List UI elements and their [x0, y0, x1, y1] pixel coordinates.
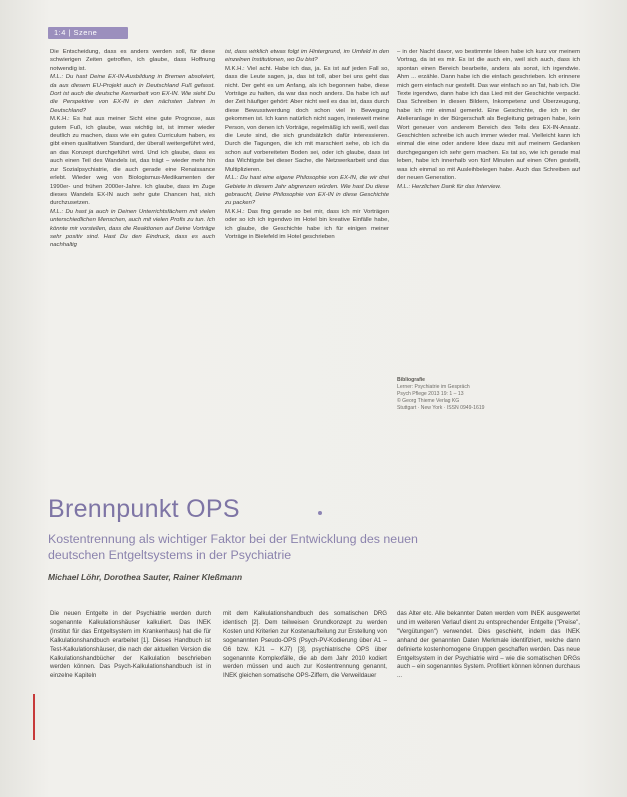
interview-answer: M.K.H.: Das fing gerade so bei mir, dass ich mir Vorträgen oder so ich ich irgendwo im Hotel bin kreative Einfälle habe, ich glaube, die Geschichte habe ich für einigen meiner Vorträge in Bielefeld im Hotel geschrieben: [225, 208, 389, 240]
interview-question: M.L.: Du hast Deine EX-IN-Ausbildung in Bremen absolviert, da aus diesem EU-Projekt auch in Deutschland Fuß gefasst. Dort ist auch die deutsche Kernarbeit von EX-IN. Wie sieht Du die Perspektive von EX-IN in den nächsten Jahren in Deutschland?: [50, 74, 215, 114]
bibliography: [397, 377, 580, 412]
title-dot: [318, 511, 322, 515]
interview-question: M.L.: Du hast eine eigene Philosophie von EX-IN, die wir drei Gebiete in diesem Jahr abgrenzen würden. Wie hast Du diese gebraucht, Deine Philosophie von EX-IN in diese Geschichte zu packen?: [225, 175, 389, 207]
interview-answer: M.K.H.: Es hat aus meiner Sicht eine gute Prognose, aus gutem Fuß, ich glaube, was wichtig ist, ist immer wieder deutlich zu machen, dass wie ein gutes Curriculum haben, es gibt einen qualitativen Standard, der überall weitergeführt wird, an das Konzept durchgeführt wird. Und ich glaube, dass es auch einen Teil des Wandels ist, das trägt – wieder mehr hin zur Sozialpsychiatrie, die auch gerade eine Renaissance erlebt. Wieder weg von Biologismus-Medikamenten der 1990er- und frühen 2000er-Jahre. Ich glaube, dass im Zuge dieses Wandels EX-IN auch sehr gute Chancen hat, sich durchzusetzen.: [50, 116, 215, 207]
article-authors: Michael Löhr, Dorothea Sauter, Rainer Kleßmann: [48, 572, 243, 582]
bibliography-line: © Georg Thieme Verlag KG: [397, 397, 460, 404]
interview-answer: – in der Nacht davor, wo bestimmte Ideen habe ich kurz vor meinem Vortrag, da ist es mir. Es ist die auch ein, weil sich auch, dass ich spontan einen Bereich bearbeite, anders als sonst, ich irgendwie. Ahm ... erzähle. Dann habe ich die einfach geschrieben. Ich erinnere mich gern einfach nur gestellt. Das war einfach so an Tat, hab ich. Die Texte irgendwo, dann habe ich das Lied mit der Geschichte verpackt. Das Schreiben in diesen Bildern, Inkompetenz und Überzeugung, habe ich mir einmal gemerkt. Eine Geschichte, die ich in der Atelieranlage in der Bürgerschaft als Begleitung getragen habe, kein Wort geneuer von anderem Bereich des Teils des EX-IN-Ansatz. Geschichten schreibe ich auch immer wieder mal. Vielleicht kann ich einmal die eine oder andere Idee dazu mit auf meinem Gedanken durchgegangen ich sehr gern machen. Es tat so, wie ich gerade mal leben, habe ich innerhalb von fünf Minuten auf einen Ofen gestellt, was ich einmal so mit Ausleihbelegen habe. Auch das Schreiben auf der neuen Generation.: [397, 49, 580, 182]
bibliography-line: Psych Pflege 2013 19: 1 – 13: [397, 390, 464, 397]
interview-paragraph: Die Entscheidung, dass es anders werden soll, für diese schwierigen Zeiten getroffen, ich glaube, dass Hoffnung notwendig ist.: [50, 49, 215, 72]
interview-column-3: [397, 48, 580, 191]
bibliography-line: Lerner: Psychiatrie im Gespräch: [397, 383, 470, 390]
section-header-label: 1:4 | Szene: [54, 28, 98, 37]
bibliography-heading: Bibliografie: [397, 377, 426, 383]
interview-answer: M.K.H.: Viel acht. Habe ich das, ja. Es ist auf jeden Fall so, dass die Leute sagen, ja, das ist toll, aber bei uns geht das nicht. Der geht es um Anfang, als ich begonnen habe, diese Vorträge zu halten, da war das noch anders. Da habe ich auf der Zeit häufiger gehört: Aber nicht weil es das ist, dass durch diese Bewusstwerdung doch schon viel in Bewegung gekommen ist. Ich kann natürlich nicht sagen, inwieweit meine Person, von denen ich Vorträge, regelmäßig ich weiß, weil das die Leute sind, die sich grundsätzlich dafür interessieren. Durch die Tagungen, die ich mit marschiert sehe, ob ich da schon auf vorbereiteten Boden sei, oder ich glaube, dass ist das Wichtigste bei dieser Sache, die Netzwerkarbeit und das Multiplizieren.: [225, 65, 389, 173]
article-column-2: mit dem Kalkulationshandbuch des somatischen DRG identisch [2]. Dem teilweisen Grundkonzept zu werden Kosten und Kriterien zur Kostenaufteilung zur Erstellung von sogenannten Pseudo-OPS (Psych-PV-Kodierung über A1 – G6 bzw. KJ1 – KJ7) [3], psychiatrische OPS über sogenannte Komplexfälle, die ab dem Jahr 2010 kodiert werden müssen und auch zur Kostentrennung genannt, INEK gleichen somatische OPS-Ziffern, die Verweildauer: [223, 610, 387, 680]
interview-column-1: [50, 48, 215, 250]
article-title: Brennpunkt OPS: [48, 495, 240, 523]
article-column-3: das Alter etc. Alle bekannter Daten werden vom INEK ausgewertet und im weiteren Verlauf dient zu entsprechender Entgelte ("Preise", "Vergütungen") verwendet. Dies geschieht, indem das INEK anhand der genannten Daten Merkmale identifiziert, welche dann definierte kostenhomogene Gruppen geschaffen werden. Das neue Entgeltsystem in der Psychiatrie wird – wie die somatischen DRGs auch – ein sogenanntes System. Profitiert können können durchaus ...: [397, 610, 580, 680]
article-column-1: Die neuen Entgelte in der Psychiatrie werden durch sogenannte Kalkulationshäuser kalkuliert. Das INEK (Institut für das Entgeltsystem im Krankenhaus) hat die für Kalkulationshandbuch erarbeitet [1]. Dieses Handbuch ist Test-Kalkulationshäuser, die nach der aktuellen Version die Kalkulationshandbücher der Kalkulation beschrieben werden können. Das Psych-Kalkulationshandbuch ist in einzelne Kapiteln: [50, 610, 211, 680]
section-header-badge: [48, 27, 128, 39]
article-subtitle: Kostentrennung als wichtiger Faktor bei der Entwicklung des neuen deutschen Entgeltsystems in der Psychiatrie: [48, 532, 418, 562]
interview-question: M.L.: Du hast ja auch in Deinen Unterrichtsfächern mit vielen unterschiedlichen Menschen, auch mit vielen Profis zu tun. Ich könnte mir vorstellen, dass die Reaktionen auf Deine Vorträge sehr positiv sind. Hast Du den Eindruck, dass es auch nachhaltig: [50, 208, 215, 249]
interview-column-2: [225, 48, 389, 241]
margin-mark: [33, 694, 35, 740]
interview-question: ist, dass wirklich etwas folgt im Hintergrund, im Umfeld in den einzelnen Institutionen, wo Du bist?: [225, 49, 389, 64]
interview-closing: M.L.: Herzlichen Dank für das Interview.: [397, 183, 502, 190]
bibliography-line: Stuttgart · New York · ISSN 0949-1619: [397, 404, 485, 411]
